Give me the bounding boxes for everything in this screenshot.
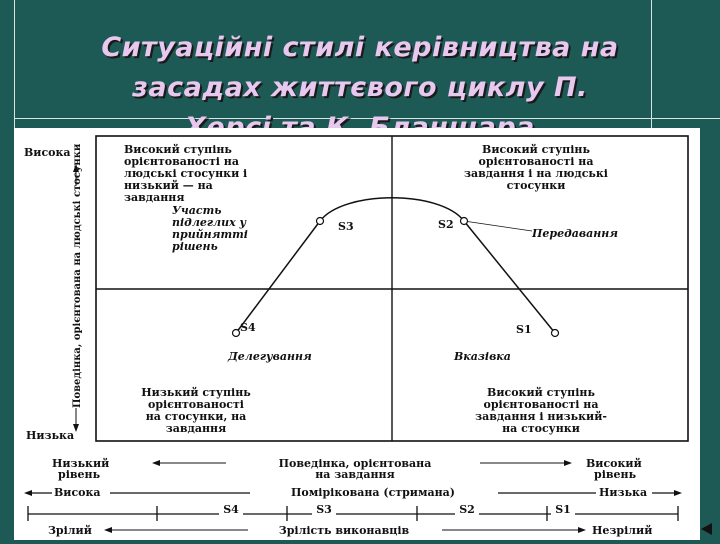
svg-text:Зрілість виконавців: Зрілість виконавців — [278, 524, 410, 537]
svg-text:на стосунки, на: на стосунки, на — [145, 410, 247, 423]
svg-text:завдання: завдання — [165, 422, 227, 435]
svg-text:Високий ступінь: Високий ступінь — [482, 143, 590, 156]
leadership-model-diagram — [14, 128, 700, 540]
life-cycle-curve — [236, 198, 555, 333]
svg-text:на завдання: на завдання — [315, 468, 395, 481]
svg-text:Низька: Низька — [599, 486, 648, 499]
selling-label: Передавання — [532, 227, 619, 240]
svg-text:Високий ступінь: Високий ступінь — [487, 386, 595, 399]
maturity-level-s2: S2 — [459, 503, 475, 516]
s4-point — [233, 330, 240, 337]
svg-text:орієнтованості на: орієнтованості на — [478, 155, 594, 168]
svg-text:Високий: Високий — [586, 457, 642, 470]
y-low-label: Низька — [26, 429, 75, 442]
y-axis-label: Поведінка, орієнтована на людські стосунки — [72, 143, 83, 408]
next-slide-icon[interactable] — [698, 522, 716, 536]
svg-text:рівень: рівень — [594, 468, 637, 481]
maturity-scale — [24, 486, 682, 537]
s2-label: S2 — [438, 218, 454, 231]
svg-text:орієнтованості на: орієнтованості на — [124, 155, 239, 168]
svg-text:прийнятті: прийнятті — [172, 228, 248, 241]
s3-label: S3 — [338, 220, 354, 233]
x-axis-task-behavior — [52, 457, 642, 481]
participation-label — [172, 204, 248, 253]
quadrant-top-left-text — [124, 143, 247, 204]
svg-text:Незрілий: Незрілий — [592, 524, 653, 537]
svg-text:Зрілий: Зрілий — [48, 524, 92, 537]
title-line-1: Ситуаційні стилі керівництва на — [101, 32, 619, 63]
selling-leader-line — [464, 221, 532, 231]
svg-text:рівень: рівень — [58, 468, 101, 481]
svg-text:низький — на: низький — на — [124, 179, 213, 192]
diagram-panel — [14, 128, 700, 540]
svg-text:підлеглих у: підлеглих у — [172, 216, 247, 229]
svg-text:завдання і низький-: завдання і низький- — [475, 410, 607, 423]
svg-text:завдання: завдання — [124, 191, 185, 204]
quadrant-bottom-left-text — [141, 386, 251, 435]
s2-point — [461, 218, 468, 225]
svg-text:рішень: рішень — [172, 240, 218, 253]
svg-text:стосунки: стосунки — [506, 179, 566, 192]
maturity-level-s4: S4 — [223, 503, 239, 516]
quadrant-bottom-right-text — [475, 386, 607, 435]
quadrant-top-right-text — [464, 143, 608, 192]
s3-point — [317, 218, 324, 225]
svg-text:Участь: Участь — [172, 204, 222, 217]
svg-text:орієнтованості: орієнтованості — [148, 398, 244, 411]
svg-text:орієнтованості на: орієнтованості на — [483, 398, 599, 411]
maturity-level-s1: S1 — [555, 503, 571, 516]
svg-text:Високий ступінь: Високий ступінь — [124, 143, 232, 156]
s1-point — [552, 330, 559, 337]
svg-text:людські стосунки і: людські стосунки і — [124, 167, 248, 180]
maturity-level-s3: S3 — [316, 503, 332, 516]
s4-label: S4 — [240, 321, 256, 334]
y-high-label: Висока — [24, 146, 71, 159]
svg-text:Низький: Низький — [52, 457, 110, 470]
title-line-2: засадах життєвого циклу П. — [132, 72, 588, 103]
s1-label: S1 — [516, 323, 532, 336]
svg-text:Поведінка, орієнтована: Поведінка, орієнтована — [278, 457, 432, 470]
svg-text:Низький ступінь: Низький ступінь — [141, 386, 251, 399]
svg-text:Помірікована (стримана): Помірікована (стримана) — [290, 486, 456, 499]
delegating-label: Делегування — [228, 350, 312, 363]
svg-text:на стосунки: на стосунки — [502, 422, 580, 435]
telling-label: Вказівка — [454, 350, 511, 363]
svg-text:завдання і на людські: завдання і на людські — [464, 167, 608, 180]
svg-text:Висока: Висока — [54, 486, 101, 499]
